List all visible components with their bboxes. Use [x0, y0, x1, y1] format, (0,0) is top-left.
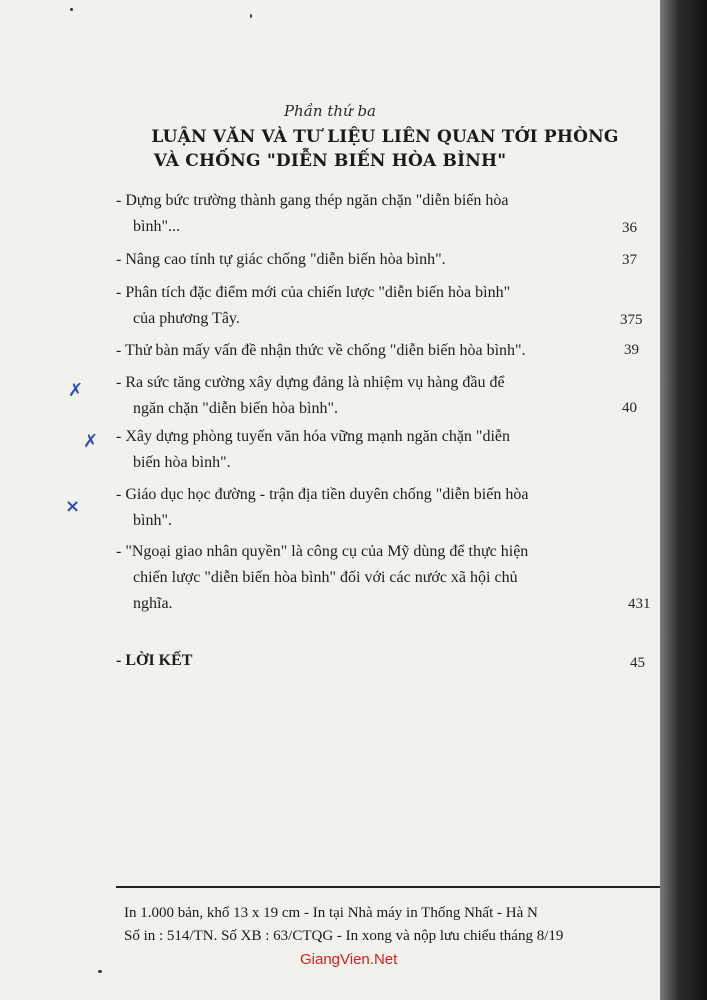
- toc-entry-text: bình".: [133, 512, 172, 529]
- page-edge-shadow: [660, 0, 707, 1000]
- toc-page-number: 45: [630, 655, 645, 671]
- toc-entry-text: - Xây dựng phòng tuyến văn hóa vững mạnh ngăn chặn "diễn: [116, 428, 511, 445]
- closing-heading: - LỜI KẾT: [116, 652, 193, 669]
- toc-page-number: 431: [628, 596, 651, 612]
- toc-page-number: 39: [624, 342, 639, 358]
- handwritten-tick-icon: ×: [65, 496, 81, 517]
- handwritten-tick-icon: ✗: [68, 380, 84, 401]
- toc-entry: [116, 424, 616, 476]
- toc-entry-text: - "Ngoại giao nhân quyền" là công cụ của Mỹ dùng để thực hiện: [116, 543, 529, 560]
- toc-entry: [116, 280, 616, 332]
- handwritten-tick-icon: ✗: [83, 431, 99, 452]
- toc-page-number: 375: [620, 312, 643, 328]
- toc-entry: [116, 482, 616, 534]
- scan-speck: [70, 8, 73, 11]
- toc-entry-text: - Ra sức tăng cường xây dựng đảng là nhiệm vụ hàng đầu để: [116, 374, 505, 391]
- toc-entry-text: bình"...: [133, 218, 180, 235]
- toc-entry: [116, 539, 616, 617]
- section-label: Phần thứ ba: [283, 102, 377, 120]
- imprint-line: In 1.000 bản, khổ 13 x 19 cm - In tại Nhà máy in Thống Nhất - Hà N: [124, 905, 538, 921]
- toc-entry: [116, 188, 616, 240]
- toc-entry-text: chiến lược "diễn biến hòa bình" đối với các nước xã hội chủ: [133, 569, 518, 586]
- imprint-line: Số in : 514/TN. Số XB : 63/CTQG - In xong và nộp lưu chiểu tháng 8/19: [124, 928, 564, 944]
- imprint-divider: [116, 886, 660, 888]
- section-title-line2: VÀ CHỐNG "DIỄN BIẾN HÒA BÌNH": [153, 151, 507, 171]
- scan-speck: [250, 14, 252, 18]
- toc-page-number: 37: [622, 252, 637, 268]
- toc-entry-text: ngăn chặn "diễn biến hòa bình".: [133, 400, 339, 417]
- toc-entry: [116, 370, 616, 422]
- toc-page-number: 40: [622, 400, 637, 416]
- toc-entry-text: - Nâng cao tính tự giác chống "diễn biến hòa bình".: [116, 251, 446, 268]
- toc-entry-text: của phương Tây.: [133, 310, 240, 327]
- toc-entry-text: - Phân tích đặc điểm mới của chiến lược "diễn biến hòa bình": [116, 284, 511, 301]
- toc-page-number: 36: [622, 220, 637, 236]
- section-title-line1: LUẬN VĂN VÀ TƯ LIỆU LIÊN QUAN TỚI PHÒNG: [151, 127, 619, 147]
- toc-entry-text: biến hòa bình".: [133, 454, 231, 471]
- toc-entry: [116, 247, 616, 273]
- toc-entry-text: - Giáo dục học đường - trận địa tiền duyên chống "diễn biến hòa: [116, 486, 529, 503]
- scan-speck: [98, 970, 102, 973]
- toc-entry-text: - Thử bàn mấy vấn đề nhận thức về chống "diễn biến hòa bình".: [116, 342, 526, 359]
- toc-entry: [116, 338, 616, 364]
- toc-entry-text: - Dựng bức trường thành gang thép ngăn chặn "diễn biến hòa: [116, 192, 509, 209]
- watermark: GiangVien.Net: [300, 951, 398, 968]
- toc-entry-text: nghĩa.: [133, 595, 173, 612]
